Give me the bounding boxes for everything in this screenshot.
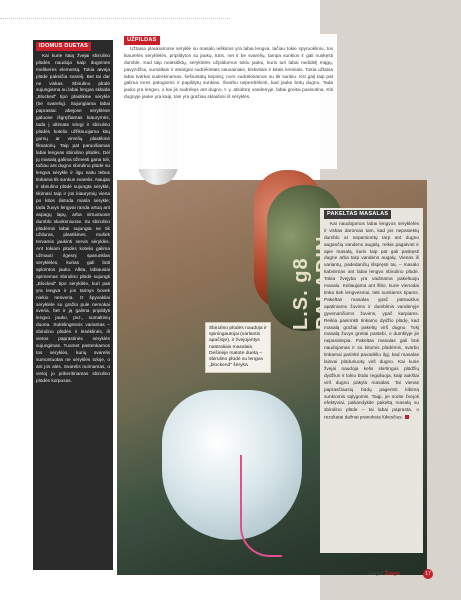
page-number: 17: [423, 569, 433, 579]
left-section-text: Kai kurie itaią žvejai sbirulino plūdės naudoja kaip dugninės meškerės elementą. Tokia atveja plūdė pakeičia svarelį. Bet tai dar ne viskas. Sbirulino plūdė sujungiama su labai lengva sklaida „Blocked" tipo plastikine sėrykle (be svarelių). Sujungiama labai paprastai: abejose sėryklėse galuose išgręžiamas kiaurymės, tada į ultimate sriegi ir sbirulino plūdės kotelio užfiksuojama kitų gumų ar virvelių plastikinė fiksatorių. Taip pat paruošiamas labai lengvas sbirulino plūdės. Dėl jų masalą galima ūžmesti gana toli, tačiau ant dugno sbirulino plūdė su lengva sėryklė ir ilgu saitu tebus tinkama tik sunkus svarelis. Naujas ir sbirulino plūdė sujungta sėryklė, tikimasi taip ir jūs kiaurymių viena po kitos ilistoda masla sėrykle; tada žuvys lengvai randa artuą ant aspagų lapų, arba virtuotuose dumblo sluoksniuose. Su sbirulino plūdėmis labai sujungta ne tik užduras, plastikines, mušek tervamis jaukinti servis sėryklės. Ant tokiam plūdės kotelio galima užmauti ilgesnį sparunklas sėryklėles, kurias gali būti apkrintos jauko. Alkta, labiausiai apimemas sbirulino plūdė sujungti „Blocked" tipo sėryklėle, kuri pati yra lengva ir jos tarinys bovek niekio nesveria. O špyvakliai sėryklėle su gražia pulė nemokai sveria, bet ir ją galima pripildyti lengvo jauko, pvz., sumaltinių duona. Sukėlingesnis variantas – sbirulino plūdės ir lėsėklinės, iš vietos paprastinės sėryklės sujungimas. Tuomet pastenkamos tos sėryklės, kurių svarelis sumontuotas ne sėryklės toloje, o ant jos alės. Svarelis nuimamas, o vietoj jo prikeritinamas sbirulino plūdės korpusas.: [36, 53, 110, 384]
mid-section-title: UŽPILDAS: [124, 36, 160, 45]
footer-prefix: Žvejok: [368, 571, 385, 577]
right-section-text: Kai naudojamos labai lengvos sėryklėlės ir viskas daromas tam, kad jos nepasiektų dumblo ar neparsinėtų tarp ant dugno augančių vandens augalų, reikia pagalvoti ir apie masalą, kuris taip pat gali paskęsti dugne arba tarp vandens augalų. Vienas iš variantų, padedančių išspręsti tai, – masalo kabinimas ant labai lengvo sbirulino plūdė. Tokia žvejyba yra vadinama pakeltuoju masalu. Keliaujama ant šlito, kurie vienodai tinka tiek lengvesniai, tiek sunkiems tipams. Pakeltas masalas ypač patrauklus apatiniams žuvims ir dumblinis vandenyje gyvenančioms žuvims, ypač karpiams. Reikia pasirinkti tinkamo dydžio plūdę, kad masalą gražiai pakeltų virš dugno. Tokį masalą žuvys greitai pastebi, o dumblyje jis nepasislepia. Pakeltas masalas gali būti naudojamas ir su kitomis plūdėmis, svarbu tinkamai parinkti pavadėlio ilgį, kad masalas laisvai plūduriuotų virš dugno. Kai kurie žvejai naudoja kelis skirtingus plūdžių dydžius ir tokiu būdu reguliuoja, kaip aukštai virš dugno pakyla masalas. Tai vienas paprasčiausių būdų pagerinti kibimą sunkiomis sąlygomis. Taigi, jei norite žvejoti efektyviai, pabandykite pakeltą masalą su sbirulino plūde – tai labai paprasta, o rezultatai dažnai pranoksta lūkesčius.: [324, 221, 419, 421]
footer-brand: Žuvys: [384, 571, 400, 577]
float-brand-label: L.S. g8: [290, 257, 312, 330]
pink-hook-lure: [240, 455, 282, 557]
left-section-title: IDOMUS DUETAS: [36, 42, 91, 51]
top-rule-line: [0, 0, 230, 19]
footer: [368, 571, 400, 577]
left-article-column: [33, 40, 113, 570]
end-mark-icon: [405, 415, 409, 419]
right-article-column: [320, 208, 423, 553]
mid-section-text: Užtaisa plaukiamose sėryklė su masalo ieškimis yra labai lengva, tačiau tokie spyruokliniu, tos kiaurelės sėryklėlės, pripildytos su jaukų, tūris, net ir be svarelių, tampa sunkios ir gali nuskęsti dumble. Kad taip neatsitiktų, sėryklėlės užpildomos tokiu jauku, kuris turi labai nedidelį mągų, pavyzdžiui, sumaltais ir atsargiai sudrėkintais sausainiais, biskvitais ir kitais krėiniais. Tokia užtaisa labai tvarkai sudrėkinamas, šešiuntatų kepinių; nors sudrėkinamos su tik sunkiu. Kiti galį taip pat galima toms patogioms ir papildytų sunkias. Švarbu neperdrėkinti, kad jauke būtų dugno. Tada jauko yra lengvo, o kai jis sudrėkęs ant dugno, t. y. atsidūrę vandenyje, labai greitai pasisotina. Kiti dugnyje jauke yra kaip, tasi yra gražiau sklaidosi iš sėryklės.: [124, 46, 333, 101]
mid-article-column: [120, 34, 337, 169]
right-section-title: PAKELTAS MASALAS: [324, 210, 391, 219]
photo-caption: Sbirulino plūdės naudoja ir spiningautojai (varlantis apačioje), ir žvejojantys natūraliais masalais. Dešinėje matote duetą – sbirulino plūdė su lengva „blockend" šėryka: [205, 322, 271, 373]
